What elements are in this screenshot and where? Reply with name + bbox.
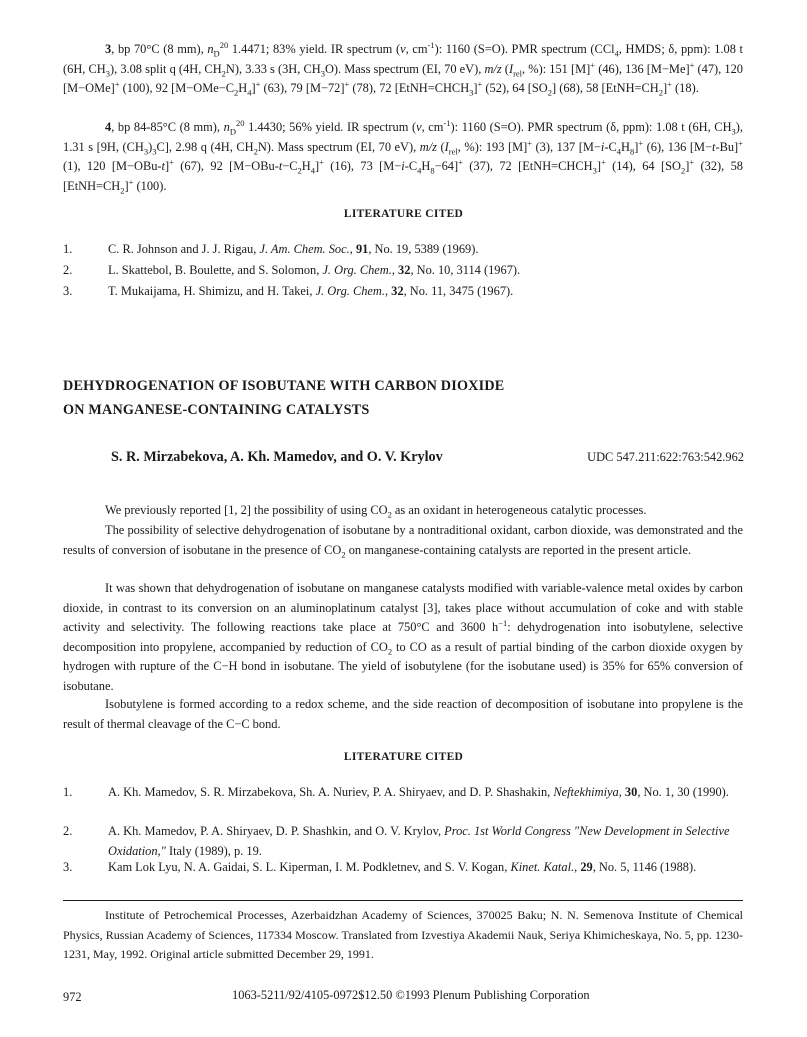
literature-cited-heading-1: LITERATURE CITED (343, 208, 464, 220)
publication-code: 1063-5211/92/4105-0972$12.50 ©1993 Plenum Publishing Corporation (232, 988, 590, 1002)
reference-1-2: 2. L. Skattebol, B. Boulette, and S. Solomon, J. Org. Chem., 32, No. 10, 3114 (1967). (63, 263, 521, 277)
compound-3-paragraph: 3, bp 70°C (8 mm), $n_D^{20}$ 1.4471; 83% yield. IR spectrum (ν, $cm^{-1}$): 1160 (S=O). PMR spectrum (CCl$_4$, HMDS; δ, ppm): 1.08 t (6H, $CH_3$), 3.08 split q (4H, $CH_2N$), 3.33 s (3H, $CH_3O$). Mass spectrum (EI, 70 eV), m/z ($I_{rel}$, %): 151 [M]+ (46), 136 [M−Me]+ (47), 120 [M−OMe]+ (100), 92 $[M-OMe-C_2H_4]^+$ (63), 79 [M−72]+ (78), 72 $[EtNH=CHCH_3]^+$ (52), 64 $[SO_2]$ (68), 58 $[EtNH=CH_2]^+$ (18). (63, 39, 743, 98)
body-paragraph-4: Isobutylene is formed according to a redox scheme, and the side reaction of decomposition of isobutane into propylene is the result of thermal cleavage of the C−C bond. (63, 697, 743, 731)
reference-1-3: 3. T. Mukaijama, H. Shimizu, and H. Takei, J. Org. Chem., 32, No. 11, 3475 (1967). (63, 284, 514, 298)
page-number: 972 (63, 990, 82, 1004)
reference-2-1: 1. A. Kh. Mamedov, S. R. Mirzabekova, Sh. A. Nuriev, P. A. Shiryaev, and D. P. Shashakin, Neftekhimiya, 30, No. 1, 30 (1990). (63, 785, 729, 799)
compound-4-paragraph: 4, bp 84-85°C (8 mm), $n_D^{20}$ 1.4430; 56% yield. IR spectrum (ν, $cm^{-1}$): 1160 (S=O). PMR spectrum (δ, ppm): 1.08 t (6H, $CH_3$), 1.31 s [9H, $(CH_3)_3C$], 2.98 q (4H, $CH_2N$). Mass spectrum (EI, 70 eV), m/z ($I_{rel}$, %): 193 [M]+ (3), 137 $[M-i-C_4H_8]^+$ (6), 136 [M−t-Bu]+ (1), 120 [M−OBu-t]+ (67), 92 $[M-OBu-t-C_2H_4]^+$ (16), 73 $[M-i-C_4H_8-64]^+$ (37), 72 $[EtNH=CHCH_3]^+$ (14), 64 $[SO_2]^+$ (32), 58 $[EtNH=CH_2]^+$ (100). (63, 117, 744, 195)
body-paragraph-1: We previously reported [1, 2] the possibility of using $CO_2$ as an oxidant in heterogeneous catalytic processes. (105, 503, 647, 520)
udc-code: UDC 547.211:622:763:542.962 (587, 450, 744, 464)
reference-2-3: 3. Kam Lok Lyu, N. A. Gaidai, S. L. Kiperman, I. M. Podkletnev, and S. V. Kogan, Kinet. Katal., 29, No. 5, 1146 (1988). (63, 860, 697, 874)
literature-cited-heading-2: LITERATURE CITED (343, 751, 464, 763)
reference-2-2: 2. A. Kh. Mamedov, P. A. Shiryaev, D. P. Shashkin, and O. V. Krylov, Proc. 1st World Congress "New Development in Selective Oxidation," Italy (1989), p. 19. (63, 824, 730, 858)
body-paragraph-2: The possibility of selective dehydrogenation of isobutane by a nontraditional oxidant, carbon dioxide, was demonstrated and the results of conversion of isobutane in the presence of $CO_2$ on manganese-containing catalysts are reported in the present article. (63, 523, 743, 559)
article-authors: S. R. Mirzabekova, A. Kh. Mamedov, and O. V. Krylov (111, 449, 443, 465)
reference-1-1: 1. C. R. Johnson and J. J. Rigau, J. Am. Chem. Soc., 91, No. 19, 5389 (1969). (63, 242, 479, 256)
article-title: DEHYDROGENATION OF ISOBUTANE WITH CARBON DIOXIDE ON MANGANESE-CONTAINING CATALYSTS (63, 378, 505, 418)
affiliation-footnote: Institute of Petrochemical Processes, Azerbaidzhan Academy of Sciences, 370025 Baku; N. N. Semenova Institute of Chemical Physics, Russian Academy of Sciences, 117334 Moscow. Translated from Izvestiya Akademii Nauk, Seriya Khimicheskaya, No. 5, pp. 1230-1231, May, 1992. Original article submitted December 29, 1991. (63, 908, 743, 961)
footnote-divider (63, 900, 743, 901)
body-paragraph-3: It was shown that dehydrogenation of isobutane on manganese catalysts modified with variable-valence metal oxides by carbon dioxide, in contrast to its conversion on an aluminoplatinum catalyst [3], takes place without accumulation of coke and with stable activity and selectivity. The following reactions take place at 750°C and 3600 $h^{-1}$: dehydrogenation into isobutylene, selective decomposition into propylene, accompanied by reduction of $CO_2$ to CO as a result of partial binding of the carbon dioxide oxygen by hydrogen with rupture of the C−H bond in isobutane. The yield of isobutylene (for the isobutane used) is 35% for 65% conversion of isobutane. (63, 581, 743, 693)
